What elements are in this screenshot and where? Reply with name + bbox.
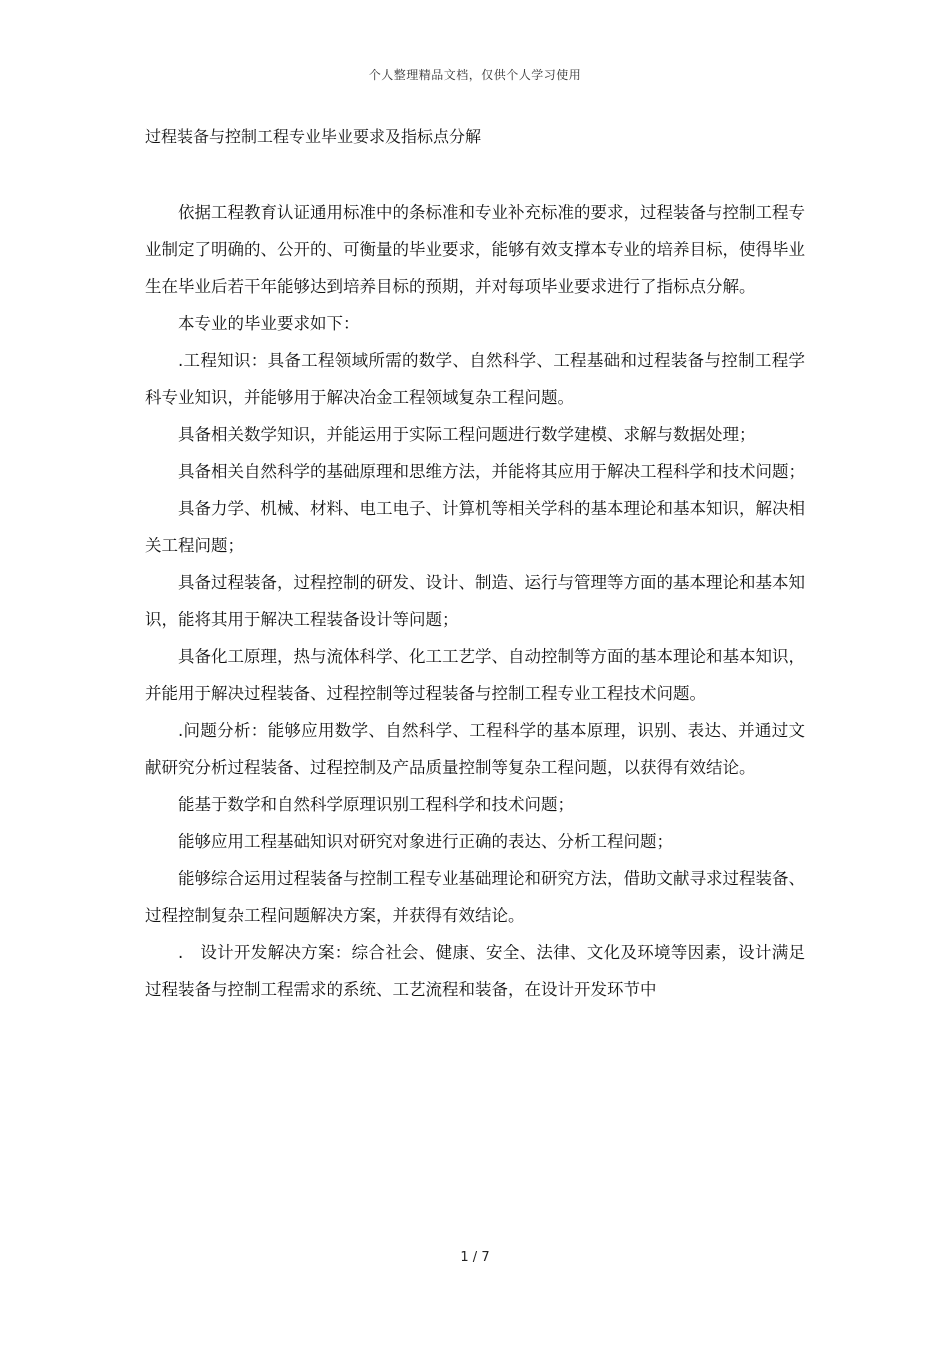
paragraph-requirements-lead: 本专业的毕业要求如下： [178,314,360,333]
page-number: 1 / 7 [460,1250,490,1265]
paragraph-problem-analysis: .问题分析：能够应用数学、自然科学、工程科学的基本原理，识别、表达、并通过文献研究分析过程装备、过程控制及产品质量控制等复杂工程问题，以获得有效结论。 [145,721,805,777]
paragraph-process-equipment: 具备过程装备，过程控制的研发、设计、制造、运行与管理等方面的基本理论和基本知识，能将其用于解决工程装备设计等问题； [145,573,805,629]
document-title: 过程装备与控制工程专业毕业要求及指标点分解 [145,127,482,146]
paragraph-chemical-principles: 具备化工原理，热与流体科学、化工工艺学、自动控制等方面的基本理论和基本知识，并能用于解决过程装备、过程控制等过程装备与控制工程专业工程技术问题。 [145,647,805,703]
paragraph-intro: 依据工程教育认证通用标准中的条标准和专业补充标准的要求，过程装备与控制工程专业制定了明确的、公开的、可衡量的毕业要求，能够有效支撑本专业的培养目标，使得毕业生在毕业后若干年能够达到培养目标的预期，并对每项毕业要求进行了指标点分解。 [145,203,805,296]
paragraph-related-disciplines: 具备力学、机械、材料、电工电子、计算机等相关学科的基本理论和基本知识，解决相关工程问题； [145,499,805,555]
paragraph-expression-analysis: 能够应用工程基础知识对研究对象进行正确的表达、分析工程问题； [178,832,673,851]
header-note: 个人整理精品文档，仅供个人学习使用 [368,68,582,82]
paragraph-literature-solutions: 能够综合运用过程装备与控制工程专业基础理论和研究方法，借助文献寻求过程装备、过程控制复杂工程问题解决方案，并获得有效结论。 [145,869,805,925]
document-body [145,194,805,1008]
paragraph-engineering-knowledge: .工程知识：具备工程领域所需的数学、自然科学、工程基础和过程装备与控制工程学科专业知识，并能够用于解决冶金工程领域复杂工程问题。 [145,351,805,407]
paragraph-identify-problems: 能基于数学和自然科学原理识别工程科学和技术问题； [178,795,574,814]
paragraph-design-solutions: . 设计开发解决方案：综合社会、健康、安全、法律、文化及环境等因素，设计满足过程装备与控制工程需求的系统、工艺流程和装备，在设计开发环节中 [145,943,805,999]
paragraph-natural-science: 具备相关自然科学的基础原理和思维方法，并能将其应用于解决工程科学和技术问题； [178,462,805,481]
paragraph-math-knowledge: 具备相关数学知识，并能运用于实际工程问题进行数学建模、求解与数据处理； [178,425,756,444]
